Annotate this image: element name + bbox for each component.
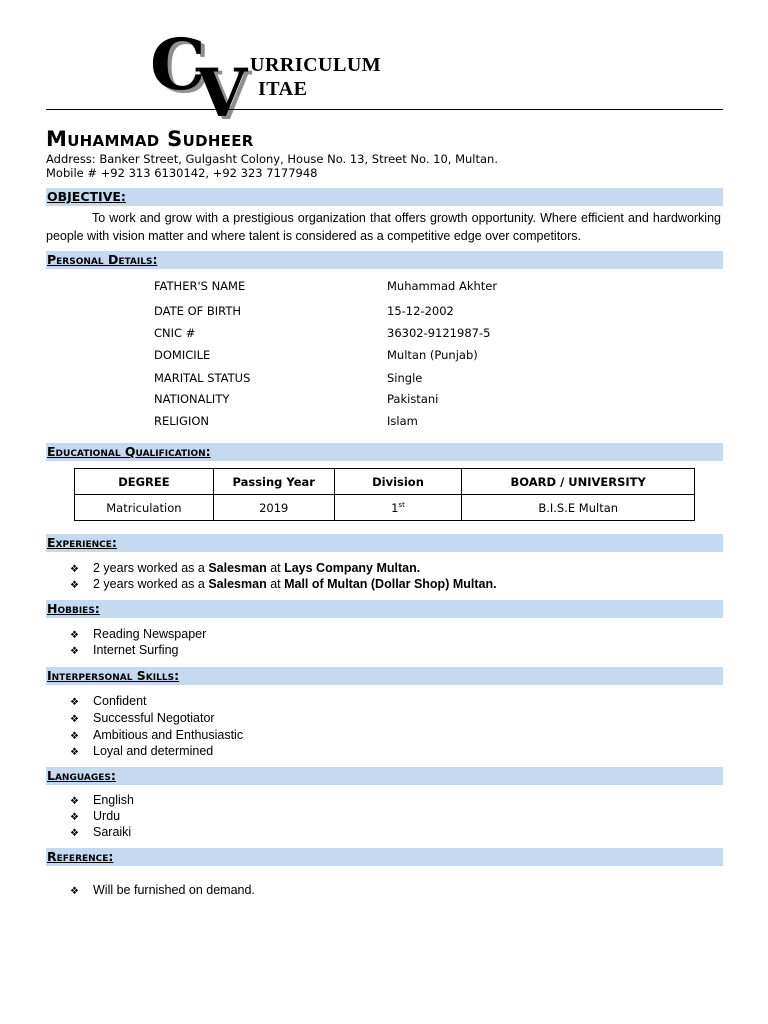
hobby-text: Reading Newspaper [93,627,207,641]
detail-value: Islam [387,414,418,428]
detail-value: Pakistani [387,392,439,406]
list-item [70,809,120,823]
experience-text: at [266,561,285,575]
year-cell: 2019 [213,495,334,521]
section-objective [46,188,723,206]
logo-letter-v: V [196,54,248,132]
section-hobbies [46,600,723,618]
list-item [70,711,215,725]
logo-word-curriculum: URRICULUM [250,54,382,76]
logo-letter-c: C [150,23,206,106]
division-cell [334,495,462,521]
detail-value: 15-12-2002 [387,304,454,318]
list-item [70,883,255,897]
address-line: Address: Banker Street, Gulgasht Colony, House No. 13, Street No. 10, Multan. [46,152,498,166]
section-title: OBJECTIVE: [47,189,126,204]
degree-cell: Matriculation [75,495,214,521]
logo-word-vitae: ITAE [258,78,308,100]
language-text: English [93,793,134,807]
skill-text: Successful Negotiator [93,711,215,725]
list-item [70,643,178,657]
experience-place: Lays Company Multan. [284,561,421,575]
detail-label: NATIONALITY [154,392,230,406]
section-title: Personal Details: [47,252,158,267]
bullet-icon: ❖ [70,646,79,657]
column-header: Passing Year [213,469,334,495]
hobby-text: Internet Surfing [93,643,179,657]
board-cell: B.I.S.E Multan [462,495,695,521]
skill-text: Confident [93,694,147,708]
skill-text: Ambitious and Enthusiastic [93,728,244,742]
column-header: DEGREE [75,469,214,495]
detail-value: Muhammad Akhter [387,279,498,293]
section-title: Languages: [47,768,116,783]
education-table [74,468,695,521]
bullet-icon: ❖ [70,714,79,725]
section-interpersonal-skills [46,667,723,685]
reference-text: Will be furnished on demand. [93,883,255,897]
detail-label: DOMICILE [154,348,211,362]
section-personal-details [46,251,723,269]
experience-role: Salesman [208,561,267,575]
bullet-icon: ❖ [70,886,79,897]
table-header-row [75,469,695,495]
list-item [70,744,213,758]
detail-value: Single [387,371,423,385]
mobile-line: Mobile # +92 313 6130142, +92 323 7177948 [46,166,318,180]
division-suffix: st [398,500,405,509]
language-text: Urdu [93,809,121,823]
detail-label: CNIC # [154,326,196,340]
bullet-icon: ❖ [70,697,79,708]
section-title: Hobbies: [47,601,100,616]
section-experience [46,534,723,552]
experience-role: Salesman [208,577,267,591]
cv-logo [150,23,410,132]
bullet-icon: ❖ [70,828,79,839]
list-item [70,694,147,708]
list-item [70,728,243,742]
candidate-name: Muhammad Sudheer [46,127,254,151]
column-header: Division [334,469,462,495]
list-item [70,825,131,839]
table-row [75,495,695,521]
bullet-icon: ❖ [70,812,79,823]
section-education [46,443,723,461]
detail-value: 36302-9121987-5 [387,326,491,340]
list-item [70,627,206,641]
bullet-icon: ❖ [70,731,79,742]
bullet-icon: ❖ [70,580,79,591]
language-text: Saraiki [93,825,132,839]
header-divider [46,109,723,110]
list-item [70,793,134,807]
experience-text: at [266,577,285,591]
section-title: Educational Qualification: [47,444,211,459]
experience-place: Mall of Multan (Dollar Shop) Multan. [284,577,497,591]
bullet-icon: ❖ [70,796,79,807]
experience-text: 2 years worked as a [93,561,209,575]
skill-text: Loyal and determined [93,744,214,758]
bullet-icon: ❖ [70,630,79,641]
detail-label: DATE OF BIRTH [154,304,242,318]
objective-text: To work and grow with a prestigious organization that offers growth opportunity. Where efficient and hardworking people with vision matter and where talent is considered as a competitive edge over competitors. [46,211,721,243]
section-title: Interpersonal Skills: [47,668,180,683]
column-header: BOARD / UNIVERSITY [462,469,695,495]
division-value: 1 [391,500,399,515]
bullet-icon: ❖ [70,747,79,758]
bullet-icon: ❖ [70,564,79,575]
detail-value: Multan (Punjab) [387,348,478,362]
detail-label: MARITAL STATUS [154,371,251,385]
section-languages [46,767,723,785]
experience-text: 2 years worked as a [93,577,209,591]
section-title: Reference: [47,849,114,864]
detail-label: FATHER'S NAME [154,279,246,293]
list-item [70,577,497,591]
section-title: Experience: [47,535,117,550]
list-item [70,561,420,575]
section-reference [46,848,723,866]
detail-label: RELIGION [154,414,210,428]
